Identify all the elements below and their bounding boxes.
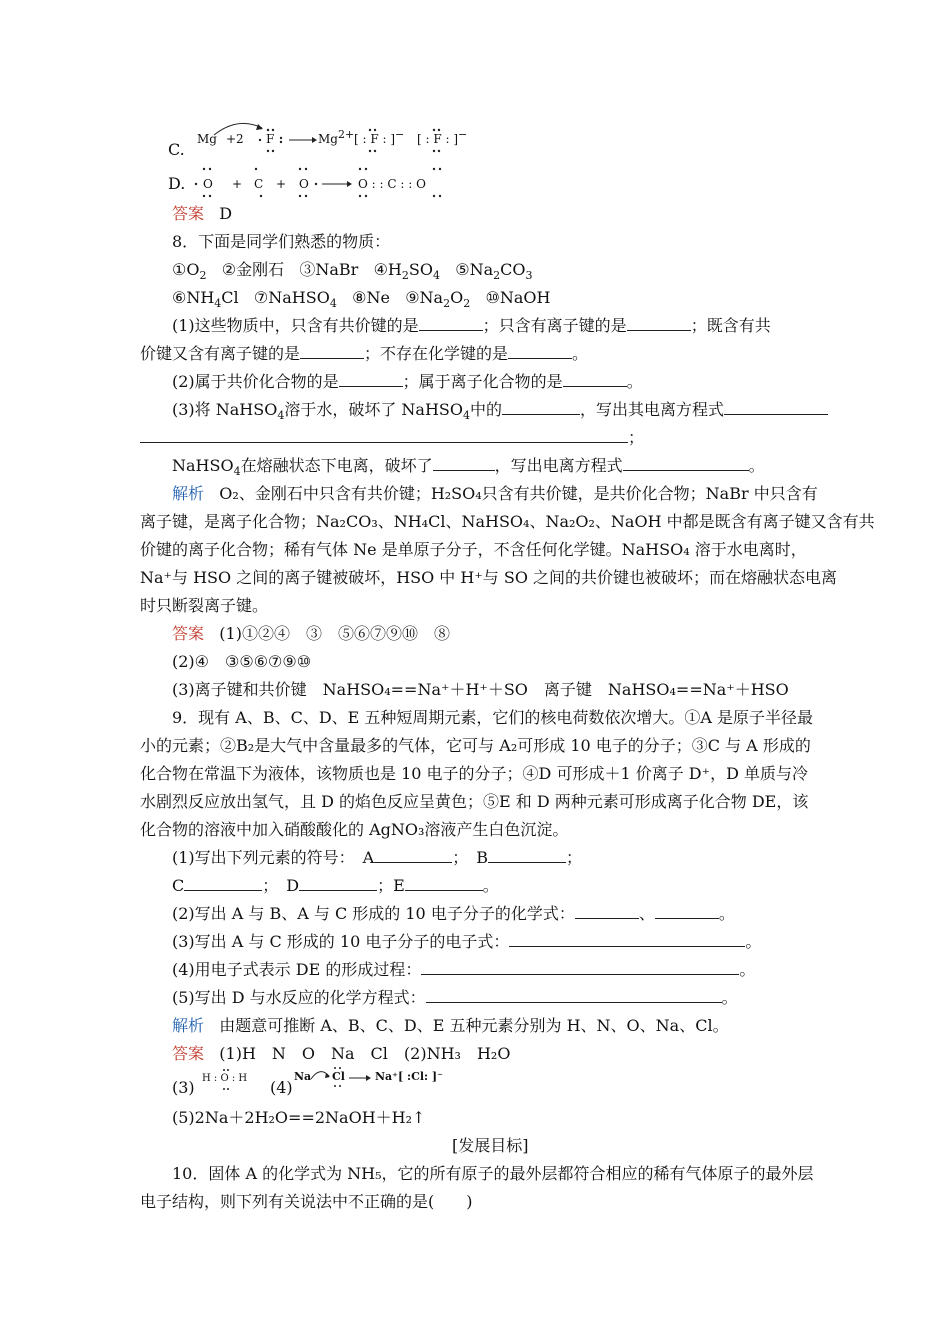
q8-part1-line1: (1)这些物质中，只含有共价键的是 ；只含有离子键的是 ；既含有共	[172, 316, 771, 335]
q9-answer-line5: (5)2Na＋2H₂O==2NaOH＋H₂↑	[172, 1108, 426, 1127]
answer-tag: 答案	[172, 624, 205, 643]
q8-analysis-line5: 时只断裂离子键。	[140, 596, 269, 615]
section-heading: [发展目标]	[452, 1136, 529, 1155]
q9-stem-line3: 化合物在常温下为液体，该物质也是 10 电子的分子；④D 可形成＋1 价离子 D⁺，D 单质与冷	[140, 764, 808, 783]
q8-part3-line3: NaHSO$_4$在熔融状态下电离，破坏了 ，写出电离方程式 。	[172, 456, 765, 479]
q8-stem: 8．下面是同学们熟悉的物质：	[172, 232, 391, 251]
q8-answer-line1: 答案 (1)①②④ ③ ⑤⑥⑦⑨⑩ ⑧	[172, 624, 450, 643]
q9-analysis: 解析 由题意可推断 A、B、C、D、E 五种元素分别为 H、N、O、Na、Cl。	[172, 1016, 729, 1035]
q8-analysis-line2: 离子键，是离子化合物；Na₂CO₃、NH₄Cl、NaHSO₄、Na₂O₂、NaOH 中都是既含有离子键又含有共	[140, 512, 875, 531]
option-d-oxygen-2: O	[299, 177, 309, 191]
q9-answer-4-cl: Cl	[332, 1070, 345, 1083]
option-d-plus-1: +	[232, 177, 243, 191]
option-d-plus-2: +	[276, 177, 287, 191]
analysis-tag: 解析	[172, 1016, 205, 1035]
q9-answer-3-formula: H : O : H	[202, 1073, 248, 1084]
option-c-fluoride-2: [ : F : ]−	[417, 128, 468, 146]
q8-part3-line1: (3)将 NaHSO$_4$溶于水，破坏了 NaHSO$_4$中的 ，写出其电离方程式	[172, 400, 828, 420]
answer-tag: 答案	[172, 204, 205, 223]
q8-items-row1: $①O_2$ ②金刚石 ③NaBr $④H_2SO_4$ $⑤Na_2CO_3$	[172, 260, 533, 283]
option-d-carbon: C	[254, 177, 264, 191]
answer-value: D	[219, 204, 233, 223]
q9-stem-line1: 9．现有 A、B、C、D、E 五种短周期元素，它们的核电荷数依次增大。①A 是原子半径最	[172, 708, 814, 727]
q9-part2: (2)写出 A 与 B、A 与 C 形成的 10 电子分子的化学式： 、 。	[172, 904, 735, 923]
option-d-label: D.	[168, 174, 186, 193]
q9-part5: (5)写出 D 与水反应的化学方程式： 。	[172, 988, 738, 1007]
q8-answer-line2: (2)④ ③⑤⑥⑦⑨⑩	[172, 652, 312, 671]
q8-part3-line2: ；	[140, 428, 644, 448]
option-c-mg: Mg	[197, 132, 217, 146]
q9-answer-line1: 答案 (1)H N O Na Cl (2)NH₃ H₂O	[172, 1044, 511, 1063]
option-c-fluorine: F	[266, 132, 275, 146]
option-c-label: C.	[168, 140, 185, 159]
option-c-plus2: +2	[226, 132, 244, 146]
option-d-oxygen-1: O	[203, 177, 213, 191]
q9-answer-4-label: (4)	[270, 1078, 293, 1097]
q9-stem-line2: 小的元素；②B₂是大气中含量最多的气体，它可与 A₂可形成 10 电子的分子；③C 与 A 形成的	[140, 736, 811, 755]
q8-analysis-line3: 价键的离子化合物；稀有气体 Ne 是单原子分子，不含任何化学键。NaHSO₄ 溶于水电离时，	[140, 540, 807, 559]
q9-answer-4-product: Na⁺[ :Cl: ]⁻	[375, 1070, 443, 1083]
analysis-tag: 解析	[172, 484, 205, 503]
q8-part2: (2)属于共价化合物的是 ；属于离子化合物的是 。	[172, 372, 643, 391]
q9-part4: (4)用电子式表示 DE 的形成过程： 。	[172, 960, 756, 979]
q9-stem-line5: 化合物的溶液中加入硝酸酸化的 AgNO₃溶液产生白色沉淀。	[140, 820, 569, 839]
q9-answer-3-label: (3)	[172, 1078, 195, 1097]
q9-stem-line4: 水剧烈反应放出氢气，且 D 的焰色反应呈黄色；⑤E 和 D 两种元素可形成离子化合物 DE，该	[140, 792, 809, 811]
answer-tag: 答案	[172, 1044, 205, 1063]
q9-answer-4-na: Na	[294, 1070, 312, 1083]
q8-items-row2: $⑥NH_4Cl$ ⑦NaHSO$_4$ ⑧Ne $⑨Na_2O_2$ ⑩NaOH	[172, 288, 551, 311]
q8-part1-line2: 价键又含有离子键的是 ；不存在化学键的是 。	[140, 344, 589, 363]
option-d-product: O : : C : : O	[358, 177, 426, 191]
q8-analysis-line4: Na⁺与 HSO 之间的离子键被破坏，HSO 中 H⁺与 SO 之间的共价键也被破坏；而在熔融状态电离	[140, 568, 838, 587]
q8-answer-line3: (3)离子键和共价键 NaHSO₄==Na⁺＋H⁺＋SO 离子键 NaHSO₄==Na⁺＋HSO	[172, 680, 789, 699]
q9-part3: (3)写出 A 与 C 形成的 10 电子分子的电子式： 。	[172, 932, 762, 951]
q10-stem-line1: 10．固体 A 的化学式为 NH₅，它的所有原子的最外层都符合相应的稀有气体原子的最外层	[172, 1164, 814, 1183]
option-c-fluoride-1: [ : F : ]−	[354, 128, 405, 146]
q9-part1-line1: (1)写出下列元素的符号： A ； B ；	[172, 848, 583, 867]
option-c-mg-ion: $Mg^{2+}$	[318, 128, 355, 146]
q8-analysis-line1: 解析 O₂、金刚石中只含有共价键；H₂SO₄只含有共价键，是共价化合物；NaBr 中只含有	[172, 484, 818, 503]
q9-part1-line2: C ； D ；E 。	[172, 876, 499, 895]
q10-stem-line2: 电子结构，则下列有关说法中不正确的是( )	[140, 1192, 473, 1211]
